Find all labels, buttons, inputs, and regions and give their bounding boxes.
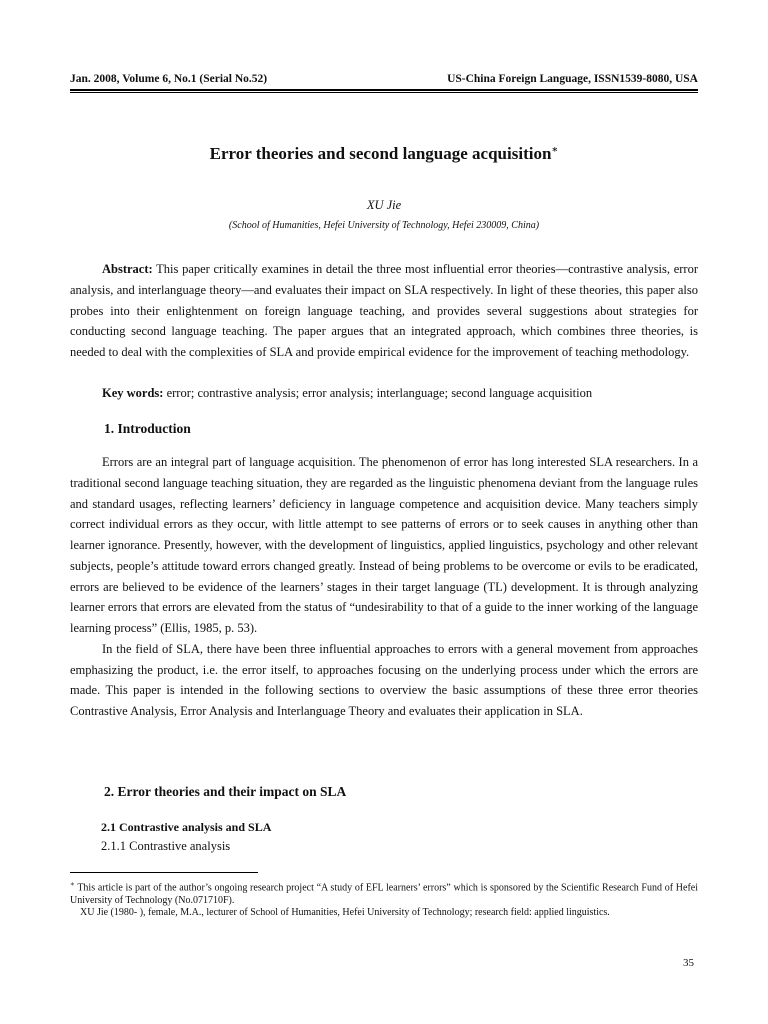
journal-issue-info: Jan. 2008, Volume 6, No.1 (Serial No.52) — [70, 73, 268, 85]
abstract-text: This paper critically examines in detail the three most influential error theories—contrastive analysis, error analysis, and interlanguage theory—and evaluates their impact on SLA respectively. In light of these theories, this paper also probes into their enlightenment on foreign language teaching, and provides several suggestions about strategies for conducting second language teaching. The paper argues that an integrated approach, which combines three theories, is needed to deal with the complexities of SLA and provide empirical evidence for the improvement of teaching methodology. — [70, 262, 698, 359]
title-footnote-mark: ∗ — [551, 144, 559, 156]
paper-title — [70, 143, 698, 165]
keywords — [70, 383, 698, 404]
section-heading-introduction: 1. Introduction — [104, 421, 191, 436]
paragraph: In the field of SLA, there have been three influential approaches to errors with a general movement from approaches emphasizing the product, i.e. the error itself, to approaches focusing on the underlying process under which the errors are made. This paper is intended in the following sections to overview the basic assumptions of these three error theories Contrastive Analysis, Error Analysis and Interlanguage Theory and evaluates their application in SLA. — [70, 641, 698, 718]
author-name: XU Jie — [366, 198, 402, 212]
header-rule — [70, 89, 698, 93]
introduction-body — [70, 452, 698, 722]
subsection-heading: 2.1 Contrastive analysis and SLA — [101, 820, 272, 834]
footnote-1 — [70, 878, 698, 907]
footnote-mark: ∗ — [70, 880, 75, 888]
footnotes — [70, 878, 698, 920]
keywords-text: error; contrastive analysis; error analysis; interlanguage; second language acquisition — [166, 386, 593, 400]
author-affiliation: (School of Humanities, Hefei University of Technology, Hefei 230009, China) — [228, 220, 540, 231]
keywords-label: Key words: — [102, 386, 164, 400]
abstract-label: Abstract: — [102, 262, 153, 276]
section-heading-error-theories: 2. Error theories and their impact on SLA — [104, 784, 347, 799]
footnote-rule — [70, 872, 258, 873]
footnote-2: XU Jie (1980- ), female, M.A., lecturer of School of Humanities, Hefei University of Technology; research field: applied linguistics. — [80, 907, 610, 919]
paragraph: Errors are an integral part of language acquisition. The phenomenon of error has long interested SLA researchers. In a traditional second language teaching situation, they are regarded as the linguistic phenomena deviant from the language rules and standard usages, reflecting learners’ deficiency in language competence and acquisition device. Many teachers simply correct individual errors as they occur, with little attempt to see patterns of errors or to seek causes in anything other than learner ignorance. Presently, however, with the development of linguistics, applied linguistics, psychology and other relevant subjects, people’s attitude toward errors changed greatly. Instead of being problems to be overcome or evils to be eradicated, errors are believed to be evidence of the learners’ stages in their target language (TL) development. It is through analyzing learner errors that errors are elevated from the status of “undesirability to that of a guide to the inner working of the language learning process” (Ellis, 1985, p. 53). — [70, 455, 698, 635]
footnote-1-text: This article is part of the author’s ongoing research project “A study of EFL learners’ errors” which is sponsored by the Scientific Research Fund of Hefei University of Technology (No.071710F). — [70, 882, 698, 906]
page-number: 35 — [683, 957, 694, 969]
journal-name-issn: US-China Foreign Language, ISSN1539-8080, USA — [447, 73, 698, 85]
paper-title-text: Error theories and second language acquisition — [209, 144, 552, 163]
abstract — [70, 259, 698, 363]
running-header — [70, 72, 698, 86]
subsubsection-heading: 2.1.1 Contrastive analysis — [101, 839, 231, 853]
